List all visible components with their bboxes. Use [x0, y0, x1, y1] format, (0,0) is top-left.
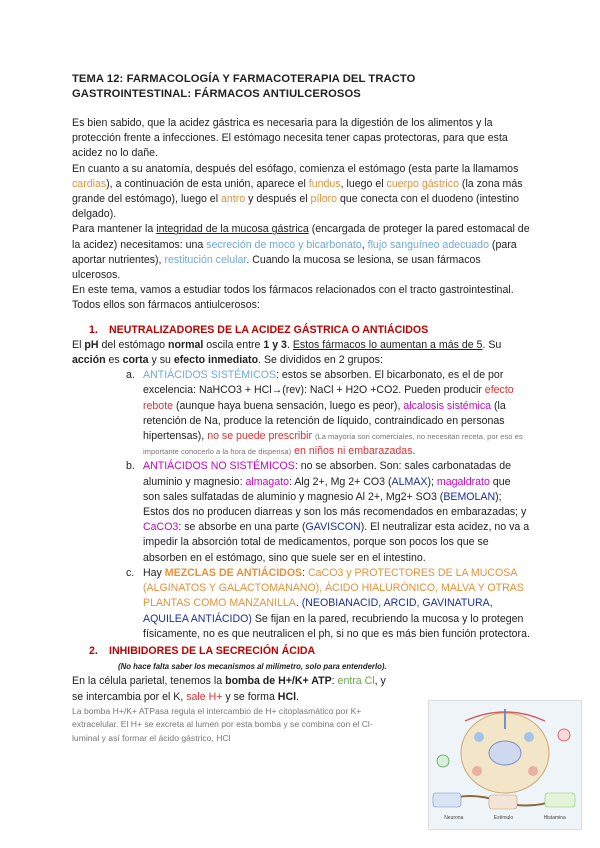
text: : se absorbe en una parte ( — [178, 521, 306, 534]
text: . Su — [482, 338, 502, 351]
text: : no se absorben. Son: sales carbonatadas de aluminio y magnesio: — [143, 460, 512, 488]
text: , y se intercambia por el K, — [72, 675, 386, 703]
text: es — [105, 354, 123, 367]
intro-paragraph-3 — [72, 222, 530, 283]
brand-bemolan: BEMOLAN — [443, 490, 496, 503]
term-rebote: efecto rebote — [143, 384, 514, 412]
term-corta: corta — [122, 354, 149, 367]
term-integridad: integridad de la mucosa gástrica — [156, 223, 309, 236]
term-mezclas: MEZCLAS DE ANTIÁCIDOS — [164, 566, 303, 579]
text: . — [295, 597, 302, 610]
text: ); — [427, 475, 437, 488]
term-ninos: en niños ni embarazadas — [294, 445, 413, 458]
term-entra-cl: entra Cl — [337, 675, 375, 688]
text: que son sales sulfatadas de aluminio y magnesio Al 2+, Mg2+ SO3 ( — [143, 475, 511, 503]
text: . — [286, 338, 293, 351]
term-no-prescribir: no se puede prescribir — [207, 430, 313, 443]
text: (la retención de Na, produce la retención de líquido, contraindicado en personas hipertensas), — [143, 399, 506, 443]
text: (para aportar nutrientes), — [72, 238, 517, 266]
parietal-cell-diagram — [428, 700, 582, 830]
title-line-1: TEMA 12: FARMACOLOGÍA Y FARMACOTERAPIA DEL TRACTO — [72, 73, 416, 85]
term-bomba: bomba de H+/K+ ATP — [225, 675, 332, 688]
section-2-heading — [89, 644, 530, 659]
term-magaldrato: magaldrato — [436, 475, 490, 488]
list-item-c — [72, 566, 530, 642]
text: (la zona más grande del estómago), luego el — [72, 177, 523, 206]
text: y su — [148, 354, 174, 367]
list-marker: c. — [126, 566, 135, 579]
text: Se fijan en la pared, recubriendo la mucosa y lo protegen físicamente, no es que neutralicen el ph, si no que es más bien función protectora. — [143, 612, 530, 640]
diagram-labels — [429, 815, 581, 821]
term-aumentan: Estos fármacos lo aumentan a más de 5 — [292, 338, 483, 351]
list-item-b — [72, 459, 530, 565]
title-line-2: GASTROINTESTINAL: FÁRMACOS ANTIULCEROSOS — [72, 88, 361, 100]
text: y se forma — [222, 690, 278, 703]
text: (aunque haya buena sensación, luego es peor), — [173, 399, 404, 412]
section-number: 2. — [89, 644, 98, 657]
text: del estómago — [98, 338, 168, 351]
brand-almax: ALMAX — [391, 475, 428, 488]
text: : — [331, 675, 338, 688]
intro-paragraph-2 — [72, 162, 530, 223]
text: : — [302, 566, 309, 579]
text: ); Estos dos no producen diarreas y son los más recomendados en embarazadas; y — [143, 490, 527, 519]
section-title: NEUTRALIZADORES DE LA ACIDEZ GÁSTRICA O ANTIÁCIDOS — [109, 323, 429, 336]
term-flujo: flujo sanguíneo adecuado — [367, 238, 489, 251]
term-normal: normal — [168, 338, 204, 351]
term-efecto: efecto inmediato — [173, 354, 259, 367]
term-no-sistemicos: ANTIÁCIDOS NO SISTÉMICOS — [143, 460, 295, 473]
section-2-note: (No hace falta saber los mecanismos al milímetro, solo para entenderlo). — [118, 662, 387, 672]
term-fundus: fundus — [308, 177, 341, 190]
term-alcalosis: alcalosis sistémica — [403, 399, 492, 412]
intro-paragraph-1: Es bien sabido, que la acidez gástrica es necesaria para la digestión de los alimentos y la protección frente a infecciones. El estómago necesita tener capas protectoras, para que esta acidez no lo dañe. — [72, 117, 508, 160]
label-histamina: Histamina — [543, 815, 566, 821]
text: Para mantener la — [72, 223, 157, 236]
text: que conecta con el duodeno (intestino delgado). — [72, 193, 520, 221]
text: En cuanto a su anatomía, después del esófago, comienza el estómago (esta parte la llamamos — [72, 162, 519, 175]
brands-mezclas: (NEOBIANACID, ARCID, GAVINATURA, AQUILEA ANTIÁCIDO) — [143, 597, 493, 625]
term-cuerpo: cuerpo gástrico — [386, 177, 459, 190]
term-caco3: CaCO3 — [143, 521, 179, 534]
term-protectores: CaCO3 y PROTECTORES DE LA MUCOSA (ALGINATOS Y GALACTOMANANO), ÁCIDO HIALURÓNICO, MALVA Y OTRAS PLANTAS COMO MANZANILLA — [143, 566, 524, 610]
text: ). El neutralizar esta acidez, no va a impedir la absorción total de medicamentos, porque son pocos los que se absorben en el estómago, sino que suele ser en el intestino. — [143, 521, 530, 564]
term-rango: 1 y 3 — [263, 338, 287, 351]
list-marker: b. — [126, 460, 135, 473]
text: , luego el — [340, 177, 387, 190]
text: En la célula parietal, tenemos la — [72, 675, 226, 688]
term-piloro: píloro — [310, 193, 338, 206]
text: y después el — [245, 193, 311, 206]
term-cardias: cardias — [72, 177, 107, 190]
text: ), a continuación de esta unión, aparece el — [106, 177, 309, 190]
page-title — [72, 72, 542, 102]
text: : estos se absorben. El bicarbonato, es el de por excelencia: NaHCO3 + HCl→(rev): NaCl + H2O +CO2. Pueden producir — [143, 369, 504, 397]
section-title: INHIBIDORES DE LA SECRECIÓN ÁCIDA — [109, 644, 316, 657]
intro-paragraph-4: En este tema, vamos a estudiar todos los fármacos relacionados con el tracto gastrointestinal. Todos ellos son fármacos antiulcerosos: — [72, 284, 514, 312]
small-note: (La mayoría son comerciales, no necesitan receta, por eso es importante conocerlo a la hora de dispensa) — [143, 432, 523, 457]
term-ph: pH — [84, 338, 99, 351]
text: Hay — [143, 566, 165, 579]
section-2-explanation: La bomba H+/K+ ATPasa regula el intercambio de H+ citoplasmático por K+ extracelular. El H+ se excreta al lumen por esta bomba y se combina con el Cl- luminal y así formar el ácido gástrico, HCl — [72, 705, 373, 743]
section-number: 1. — [89, 323, 98, 336]
brand-gaviscon: GAVISCON — [305, 521, 361, 534]
text: . Se divididos en 2 grupos: — [258, 354, 383, 367]
term-secrecion: secreción de moco y bicarbonato — [206, 238, 362, 251]
text: , — [361, 238, 368, 251]
list-marker: a. — [126, 369, 135, 382]
term-sale-h: sale H+ — [186, 690, 223, 703]
term-antro: antro — [221, 193, 246, 206]
document-body — [72, 116, 530, 745]
section-2-paragraph — [72, 674, 392, 704]
text: oscila entre — [203, 338, 264, 351]
term-accion: acción — [72, 354, 106, 367]
text: (encargada de proteger la pared estomacal de la acidez) necesitamos: una — [72, 223, 530, 251]
parietal-cell-illustration — [429, 701, 581, 829]
text: : Alg 2+, Mg 2+ CO3 ( — [289, 475, 392, 488]
term-hcl: HCl — [277, 690, 297, 703]
section-1-intro — [72, 338, 530, 368]
label-neurona: Neurona — [444, 815, 464, 821]
antiacidos-list — [72, 368, 530, 642]
text: . — [296, 690, 299, 703]
term-sistemicos: ANTIÁCIDOS SISTÉMICOS — [143, 369, 277, 382]
section-1-heading — [89, 323, 530, 338]
label-estimulo: Estímulo — [493, 815, 514, 821]
term-restitucion: restitución celular — [164, 253, 247, 266]
text: El — [72, 338, 85, 351]
term-almagato: almagato — [245, 475, 290, 488]
list-item-a — [72, 368, 530, 459]
text: . Cuando la mucosa se lesiona, se usan fármacos ulcerosos. — [72, 253, 481, 282]
text: . — [412, 445, 416, 458]
